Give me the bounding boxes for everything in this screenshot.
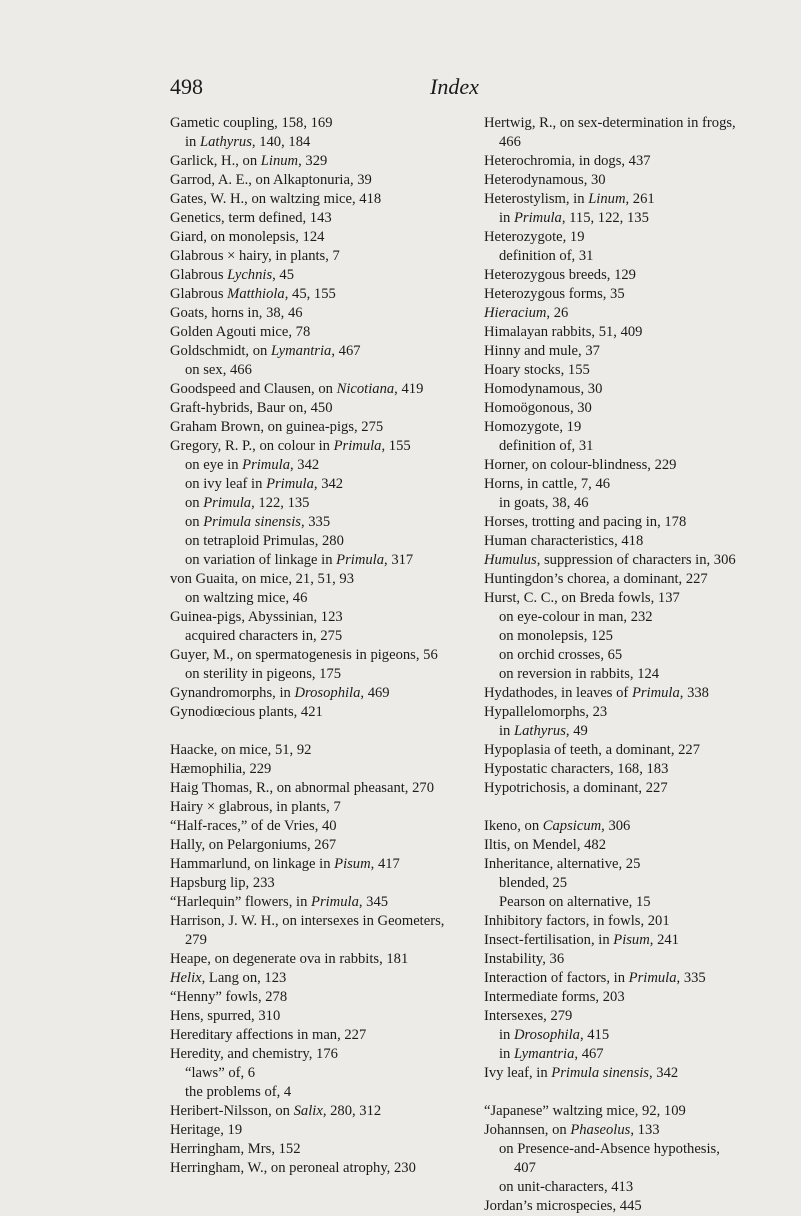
index-entry (170, 171, 462, 190)
index-subentry (484, 646, 742, 665)
entry-text: Harrison, J. W. H., on intersexes in Geometers, 279 (170, 913, 445, 948)
entry-italic-term: Phaseolus (570, 1122, 631, 1138)
index-entry (484, 380, 742, 399)
entry-text: Horner, on colour-blindness, 229 (484, 457, 677, 473)
entry-text: Heritage, 19 (170, 1122, 243, 1138)
index-subentry (170, 627, 462, 646)
entry-italic-term: Primula (631, 685, 680, 701)
index-entry (170, 817, 462, 836)
entry-text: Hinny and mule, 37 (484, 343, 600, 359)
index-entry (170, 285, 462, 304)
index-entry (484, 152, 742, 171)
entry-italic-term: Salix (293, 1103, 323, 1119)
index-entry (170, 418, 462, 437)
index-entry (484, 988, 742, 1007)
index-entry (170, 684, 462, 703)
index-entry (484, 532, 742, 551)
index-entry (170, 893, 462, 912)
letter-section-gap (170, 722, 462, 741)
entry-italic-term: Primula (311, 894, 359, 910)
index-subentry (170, 589, 462, 608)
index-entry (170, 209, 462, 228)
index-entry (484, 228, 742, 247)
index-entry (484, 589, 742, 608)
index-entry (484, 703, 742, 722)
index-entry (170, 152, 462, 171)
entry-italic-term: Primula (203, 495, 252, 511)
letter-section-gap (484, 798, 742, 817)
entry-text: Heterozygous breeds, 129 (484, 267, 636, 283)
index-entry (484, 931, 742, 950)
index-entry (170, 646, 462, 665)
page-header (170, 74, 730, 104)
index-entry (170, 1121, 462, 1140)
entry-text-after: , Lang on, 123 (201, 970, 287, 986)
entry-text-after: , 26 (546, 305, 569, 321)
entry-italic-term: Pisum (334, 856, 371, 872)
index-entry (484, 361, 742, 380)
entry-text-after: , 345 (358, 894, 389, 910)
entry-italic-term: Primula (628, 970, 677, 986)
index-subentry (170, 361, 462, 380)
entry-text: on ivy leaf in (185, 476, 267, 492)
index-subentry (484, 722, 742, 741)
entry-text-after: , 467 (331, 343, 361, 359)
entry-text: on unit-characters, 413 (499, 1179, 634, 1195)
entry-text: definition of, 31 (499, 248, 594, 264)
entry-text: Hereditary affections in man, 227 (170, 1027, 367, 1043)
entry-text-after: , 140, 184 (251, 134, 311, 150)
index-subentry (484, 874, 742, 893)
index-subentry (170, 133, 462, 152)
entry-text: Hydathodes, in leaves of (484, 685, 632, 701)
entry-text: on Presence-and-Absence hypothesis, 407 (499, 1141, 720, 1176)
letter-section-gap (484, 1083, 742, 1102)
entry-text: Himalayan rabbits, 51, 409 (484, 324, 643, 340)
entry-text: on orchid crosses, 65 (499, 647, 623, 663)
entry-text: in (499, 1027, 514, 1043)
entry-italic-term: Lychnis (227, 267, 273, 283)
entry-text: Glabrous (170, 286, 228, 302)
index-subentry (484, 665, 742, 684)
entry-text: Heterodynamous, 30 (484, 172, 606, 188)
index-entry (170, 836, 462, 855)
entry-text: Human characteristics, 418 (484, 533, 644, 549)
index-subentry (170, 494, 462, 513)
index-subentry (170, 456, 462, 475)
entry-text: the problems of, 4 (185, 1084, 292, 1100)
entry-text: Heterostylism, in (484, 191, 589, 207)
entry-text: Hammarlund, on linkage in (170, 856, 335, 872)
entry-text: Giard, on monolepsis, 124 (170, 229, 325, 245)
index-entry (170, 1159, 462, 1178)
index-entry (484, 836, 742, 855)
entry-italic-term: Humulus (484, 552, 537, 568)
entry-text: Hypostatic characters, 168, 183 (484, 761, 669, 777)
entry-text-after: , 280, 312 (322, 1103, 382, 1119)
index-entry (484, 1102, 742, 1121)
entry-text: Homoögonous, 30 (484, 400, 592, 416)
entry-text: Garrod, A. E., on Alkaptonuria, 39 (170, 172, 372, 188)
entry-text-after: , 45 (272, 267, 295, 283)
entry-text: “Harlequin” flowers, in (170, 894, 312, 910)
index-entry (170, 1102, 462, 1121)
entry-italic-term: Drosophila (294, 685, 361, 701)
entry-text: Hapsburg lip, 233 (170, 875, 275, 891)
entry-italic-term: Primula (242, 457, 290, 473)
index-entry (484, 342, 742, 361)
entry-text-after: , 45, 155 (284, 286, 336, 302)
entry-text: Huntingdon’s chorea, a dominant, 227 (484, 571, 708, 587)
index-entry (170, 114, 462, 133)
entry-text: Heterochromia, in dogs, 437 (484, 153, 651, 169)
index-column-left (170, 114, 462, 1178)
index-entry (484, 855, 742, 874)
index-entry (484, 684, 742, 703)
entry-text-after: , 338 (679, 685, 709, 701)
entry-text: on waltzing mice, 46 (185, 590, 308, 606)
index-entry (170, 266, 462, 285)
entry-text: on tetraploid Primulas, 280 (185, 533, 344, 549)
index-entry (484, 418, 742, 437)
entry-text: definition of, 31 (499, 438, 594, 454)
entry-italic-term: Primula sinensis (551, 1065, 649, 1081)
entry-text-after: , 306 (601, 818, 631, 834)
entry-text: Gregory, R. P., on colour in (170, 438, 334, 454)
entry-text: Graham Brown, on guinea-pigs, 275 (170, 419, 384, 435)
index-subentry (170, 665, 462, 684)
entry-text: “Japanese” waltzing mice, 92, 109 (484, 1103, 686, 1119)
entry-text: Hoary stocks, 155 (484, 362, 590, 378)
entry-text: Gynodiœcious plants, 421 (170, 704, 323, 720)
entry-text: Iltis, on Mendel, 482 (484, 837, 607, 853)
entry-text: Gametic coupling, 158, 169 (170, 115, 333, 131)
index-entry (484, 285, 742, 304)
index-entry (484, 779, 742, 798)
entry-text: Hæmophilia, 229 (170, 761, 272, 777)
index-entry (170, 741, 462, 760)
entry-italic-term: Linum (260, 153, 299, 169)
index-entry (170, 608, 462, 627)
entry-text: Johannsen, on (484, 1122, 571, 1138)
index-entry (484, 741, 742, 760)
entry-text-after: , 155 (381, 438, 411, 454)
index-entry (170, 399, 462, 418)
index-entry (484, 475, 742, 494)
index-subentry (484, 494, 742, 513)
entry-text: “Half-races,” of de Vries, 40 (170, 818, 337, 834)
entry-text-after: , 419 (394, 381, 424, 397)
index-entry (170, 228, 462, 247)
index-entry (170, 1140, 462, 1159)
index-subentry (484, 1140, 742, 1178)
entry-text-after: , 342 (313, 476, 344, 492)
entry-text: Hertwig, R., on sex-determination in frogs, 466 (484, 115, 736, 150)
index-subentry (484, 437, 742, 456)
entry-italic-term: Primula (514, 210, 562, 226)
index-entry (170, 988, 462, 1007)
index-entry (170, 1045, 462, 1064)
entry-text: Hally, on Pelargoniums, 267 (170, 837, 337, 853)
entry-text: Heterozygote, 19 (484, 229, 585, 245)
index-subentry (484, 627, 742, 646)
entry-text: Hairy × glabrous, in plants, 7 (170, 799, 341, 815)
entry-text: Intermediate forms, 203 (484, 989, 625, 1005)
entry-text: on reversion in rabbits, 124 (499, 666, 660, 682)
index-entry (170, 247, 462, 266)
entry-text: von Guaita, on mice, 21, 51, 93 (170, 571, 355, 587)
entry-italic-term: Matthiola (227, 286, 285, 302)
entry-text: in (499, 1046, 514, 1062)
index-entry (484, 190, 742, 209)
index-subentry (170, 513, 462, 532)
entry-text-after: , 417 (370, 856, 400, 872)
entry-text-after: , 329 (298, 153, 328, 169)
index-subentry (170, 551, 462, 570)
entry-italic-term: Lathyrus (514, 723, 566, 739)
entry-text: Heredity, and chemistry, 176 (170, 1046, 338, 1062)
entry-text: on (185, 495, 204, 511)
entry-text: Interaction of factors, in (484, 970, 629, 986)
index-subentry (170, 1083, 462, 1102)
entry-text-after: , 335 (300, 514, 331, 530)
entry-text: “Henny” fowls, 278 (170, 989, 288, 1005)
index-entry (484, 1064, 742, 1083)
entry-text: Gynandromorphs, in (170, 685, 295, 701)
entry-text: Guyer, M., on spermatogenesis in pigeons, 56 (170, 647, 438, 663)
index-entry (170, 874, 462, 893)
entry-text: Goodspeed and Clausen, on (170, 381, 337, 397)
entry-text: on variation of linkage in (185, 552, 337, 568)
entry-text: Horns, in cattle, 7, 46 (484, 476, 611, 492)
index-entry (484, 969, 742, 988)
index-entry (170, 912, 462, 950)
entry-text: on (185, 514, 204, 530)
entry-text-after: , 133 (630, 1122, 660, 1138)
index-entry (170, 950, 462, 969)
entry-text: Garlick, H., on (170, 153, 261, 169)
entry-text: Insect-fertilisation, in (484, 932, 614, 948)
entry-text: Herringham, Mrs, 152 (170, 1141, 301, 1157)
entry-text: “laws” of, 6 (185, 1065, 256, 1081)
index-entry (484, 570, 742, 589)
entry-text: Heterozygous forms, 35 (484, 286, 625, 302)
index-subentry (484, 893, 742, 912)
index-entry (170, 1007, 462, 1026)
index-entry (170, 703, 462, 722)
entry-italic-term: Primula (266, 476, 314, 492)
index-entry (170, 342, 462, 361)
index-entry (484, 950, 742, 969)
entry-text: in (185, 134, 200, 150)
entry-text: Haig Thomas, R., on abnormal pheasant, 270 (170, 780, 434, 796)
entry-text: in goats, 38, 46 (499, 495, 589, 511)
entry-text: Guinea-pigs, Abyssinian, 123 (170, 609, 343, 625)
entry-text-after: , 241 (649, 932, 679, 948)
entry-text: Genetics, term defined, 143 (170, 210, 332, 226)
index-entry (170, 1026, 462, 1045)
index-entry (170, 570, 462, 589)
entry-text: acquired characters in, 275 (185, 628, 343, 644)
entry-text: in (499, 210, 514, 226)
index-entry (484, 1121, 742, 1140)
index-subentry (170, 475, 462, 494)
index-entry (484, 266, 742, 285)
index-entry (170, 798, 462, 817)
index-entry (484, 817, 742, 836)
entry-text: Graft-hybrids, Baur on, 450 (170, 400, 333, 416)
index-entry (484, 304, 742, 323)
entry-text-after: , 317 (384, 552, 414, 568)
entry-text-after: , suppression of characters in, 306 (536, 552, 736, 568)
index-entry (484, 760, 742, 779)
index-entry (484, 399, 742, 418)
entry-text: on eye in (185, 457, 243, 473)
index-entry (170, 969, 462, 988)
index-entry (170, 323, 462, 342)
entry-italic-term: Helix (170, 970, 202, 986)
index-subentry (484, 608, 742, 627)
entry-italic-term: Capsicum (542, 818, 602, 834)
index-entry (484, 114, 742, 152)
entry-text-after: , 49 (565, 723, 588, 739)
entry-italic-term: Drosophila (514, 1027, 580, 1043)
index-entry (484, 513, 742, 532)
index-entry (484, 323, 742, 342)
entry-text: Gates, W. H., on waltzing mice, 418 (170, 191, 382, 207)
entry-text: Hurst, C. C., on Breda fowls, 137 (484, 590, 680, 606)
index-column-right (484, 114, 742, 1216)
entry-text: Jordan’s microspecies, 445 (484, 1198, 642, 1214)
entry-text: Inhibitory factors, in fowls, 201 (484, 913, 670, 929)
entry-text: Goats, horns in, 38, 46 (170, 305, 303, 321)
index-subentry (484, 209, 742, 228)
index-entry (484, 171, 742, 190)
index-subentry (170, 1064, 462, 1083)
index-entry (170, 437, 462, 456)
entry-text: Instability, 36 (484, 951, 565, 967)
entry-text: Intersexes, 279 (484, 1008, 573, 1024)
entry-italic-term: Lymantria (514, 1046, 575, 1062)
index-entry (170, 855, 462, 874)
entry-text-after: , 122, 135 (251, 495, 310, 511)
index-entry (170, 380, 462, 399)
entry-text-after: , 467 (574, 1046, 604, 1062)
entry-text-after: , 469 (360, 685, 390, 701)
entry-text: Heribert-Nilsson, on (170, 1103, 294, 1119)
entry-text: Pearson on alternative, 15 (499, 894, 651, 910)
entry-italic-term: Linum (588, 191, 626, 207)
entry-text: Hens, spurred, 310 (170, 1008, 281, 1024)
index-entry (484, 1007, 742, 1026)
entry-text: Ivy leaf, in (484, 1065, 552, 1081)
entry-text: Hypoplasia of teeth, a dominant, 227 (484, 742, 701, 758)
entry-text: Homodynamous, 30 (484, 381, 603, 397)
entry-text-after: , 342 (290, 457, 320, 473)
entry-text: Herringham, W., on peroneal atrophy, 230 (170, 1160, 416, 1176)
entry-text-after: , 415 (579, 1027, 610, 1043)
entry-italic-term: Lymantria (270, 343, 332, 359)
entry-text-after: , 342 (648, 1065, 679, 1081)
entry-text: on sterility in pigeons, 175 (185, 666, 342, 682)
index-entry (170, 304, 462, 323)
index-subentry (484, 1026, 742, 1045)
entry-text: Hypallelomorphs, 23 (484, 704, 608, 720)
entry-text: on monolepsis, 125 (499, 628, 613, 644)
index-subentry (170, 532, 462, 551)
entry-text: Horses, trotting and pacing in, 178 (484, 514, 687, 530)
entry-text: on eye-colour in man, 232 (499, 609, 653, 625)
entry-italic-term: Lathyrus (200, 134, 252, 150)
index-entry (484, 1197, 742, 1216)
entry-text: blended, 25 (499, 875, 568, 891)
entry-text: on sex, 466 (185, 362, 252, 378)
entry-italic-term: Hieracium (484, 305, 547, 321)
index-subentry (484, 1045, 742, 1064)
index-entry (170, 779, 462, 798)
entry-italic-term: Nicotiana (336, 381, 395, 397)
entry-text: Glabrous × hairy, in plants, 7 (170, 248, 340, 264)
page-number: 498 (170, 74, 203, 99)
entry-text: Glabrous (170, 267, 228, 283)
entry-italic-term: Primula sinensis (203, 514, 301, 530)
running-title: Index (430, 74, 479, 99)
index-subentry (484, 1178, 742, 1197)
entry-text: Inheritance, alternative, 25 (484, 856, 641, 872)
index-entry (170, 190, 462, 209)
entry-text: Ikeno, on (484, 818, 543, 834)
entry-text: Goldschmidt, on (170, 343, 271, 359)
entry-text-after: , 261 (625, 191, 655, 207)
index-entry (170, 760, 462, 779)
index-entry (484, 456, 742, 475)
entry-text: Golden Agouti mice, 78 (170, 324, 311, 340)
entry-text: Homozygote, 19 (484, 419, 582, 435)
entry-text: Heape, on degenerate ova in rabbits, 181 (170, 951, 409, 967)
index-entry (484, 551, 742, 570)
entry-italic-term: Pisum (613, 932, 650, 948)
entry-italic-term: Primula (333, 438, 382, 454)
entry-text: Hypotrichosis, a dominant, 227 (484, 780, 668, 796)
entry-text-after: , 115, 122, 135 (561, 210, 649, 226)
entry-text: Haacke, on mice, 51, 92 (170, 742, 312, 758)
entry-italic-term: Primula (336, 552, 385, 568)
index-subentry (484, 247, 742, 266)
entry-text-after: , 335 (676, 970, 706, 986)
index-entry (484, 912, 742, 931)
entry-text: in (499, 723, 514, 739)
